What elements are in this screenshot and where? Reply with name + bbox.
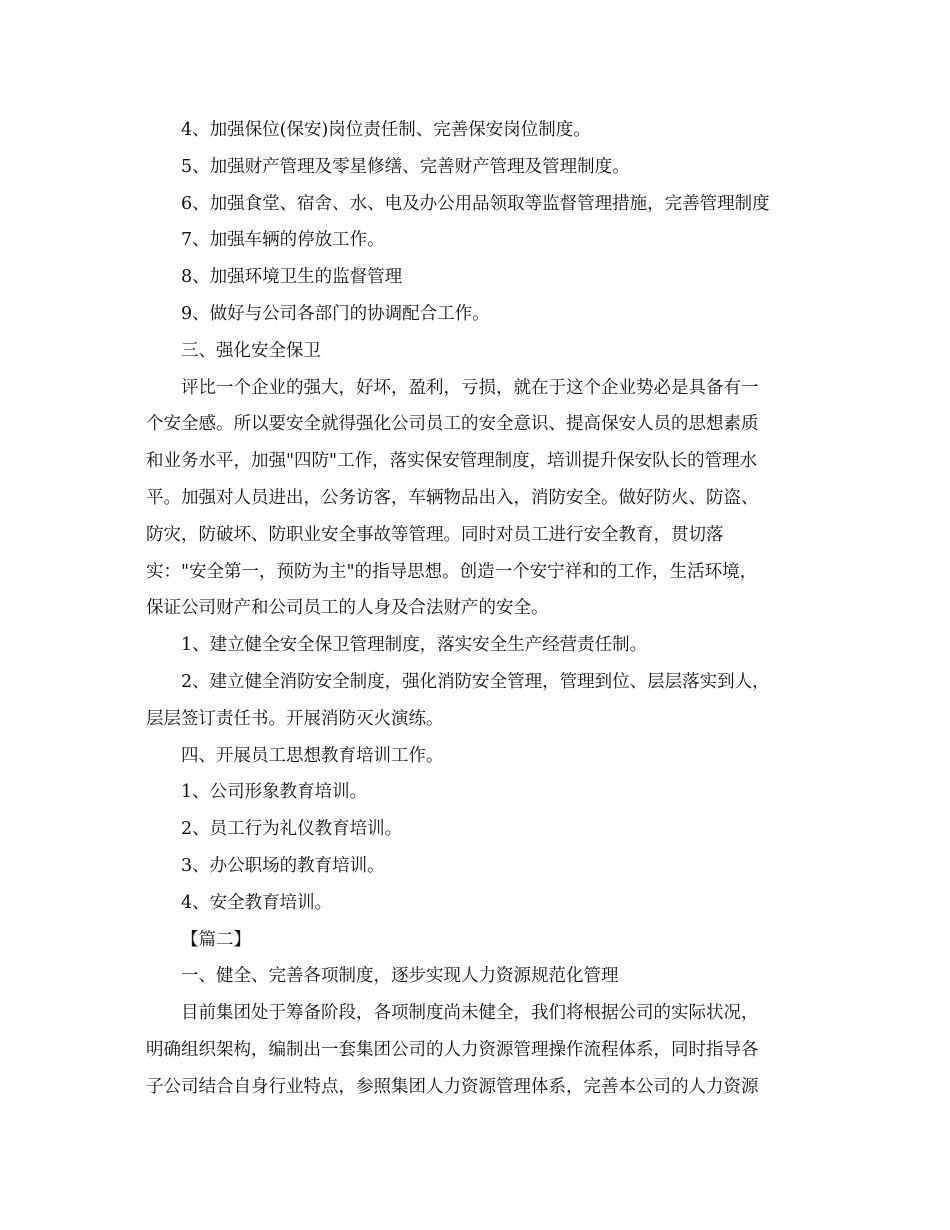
paragraph-line: 实："安全第一，预防为主"的指导思想。创造一个安宁祥和的工作，生活环境， [146, 561, 758, 582]
list-item: 4、加强保位(保安)岗位责任制、完善保安岗位制度。 [181, 120, 591, 140]
paragraph-security [146, 370, 816, 628]
paragraph-line: 目前集团处于筹备阶段，各项制度尚未健全，我们将根据公司的实际状况， [181, 1003, 759, 1024]
list-item: 9、做好与公司各部门的协调配合工作。 [181, 303, 490, 324]
paragraph-line: 和业务水平，加强"四防"工作，落实保安管理制度，培训提升保安队长的管理水 [146, 451, 758, 472]
section-heading: 四、开展员工思想教育培训工作。 [181, 745, 444, 766]
list-item: 1、建立健全安全保卫管理制度，落实安全生产经营责任制。 [181, 635, 648, 656]
paragraph-hr [146, 995, 816, 1105]
list-item: 2、员工行为礼仪教育培训。 [181, 819, 403, 840]
list-item: 4、安全教育培训。 [181, 892, 333, 913]
list-item: 8、加强环境卫生的监督管理 [181, 267, 403, 288]
paragraph-line: 子公司结合自身行业特点，参照集团人力资源管理体系，完善本公司的人力资源 [146, 1076, 759, 1097]
list-item [146, 664, 816, 738]
part-title: 【篇二】 [181, 929, 251, 950]
paragraph-line: 层层签订责任书。开展消防灭火演练。 [146, 708, 444, 729]
list-item: 6、加强食堂、宿舍、水、电及办公用品领取等监督管理措施，完善管理制度 [181, 193, 770, 214]
section-heading: 三、强化安全保卫 [181, 340, 321, 361]
paragraph-line: 个安全感。所以要安全就得强化公司员工的安全意识、提高保安人员的思想素质 [146, 414, 759, 435]
paragraph-line: 2、建立健全消防安全制度，强化消防安全管理，管理到位、层层落实到人， [181, 671, 770, 692]
paragraph-line: 保证公司财产和公司员工的人身及合法财产的安全。 [146, 598, 549, 619]
list-item: 7、加强车辆的停放工作。 [181, 230, 385, 251]
paragraph-line: 明确组织架构，编制出一套集团公司的人力资源管理操作流程体系，同时指导各 [146, 1039, 759, 1060]
list-item: 3、办公职场的教育培训。 [181, 855, 385, 876]
document-page [146, 112, 816, 1106]
paragraph-line: 评比一个企业的强大，好坏，盈利，亏损，就在于这个企业势必是具备有一 [181, 377, 759, 398]
paragraph-line: 防灾，防破坏、防职业安全事故等管理。同时对员工进行安全教育，贯切落 [146, 524, 724, 545]
list-item: 1、公司形象教育培训。 [181, 782, 368, 803]
section-heading: 一、健全、完善各项制度，逐步实现人力资源规范化管理 [181, 966, 619, 987]
paragraph-line: 平。加强对人员进出，公务访客，车辆物品出入，消防安全。做好防火、防盗、 [146, 487, 759, 508]
list-item: 5、加强财产管理及零星修缮、完善财产管理及管理制度。 [181, 156, 630, 177]
